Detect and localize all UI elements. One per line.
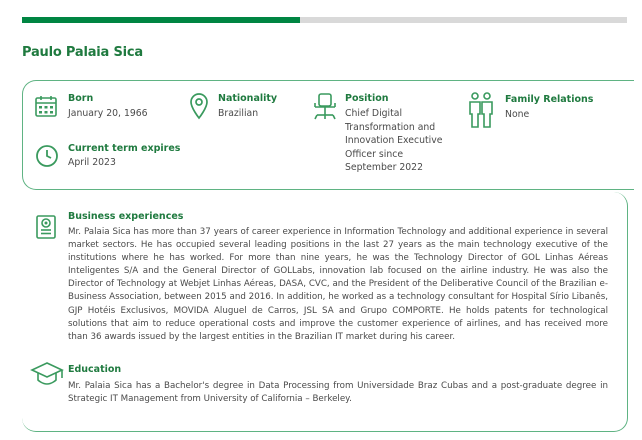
education-text: Mr. Palaia Sica has a Bachelor's degree in Data Processing from Universidade Braz Cubas and a post-graduate degree in Strategic IT Management from University of California – Berkeley. <box>68 381 608 405</box>
document-icon <box>35 214 57 240</box>
location-pin-icon <box>189 92 209 120</box>
person-name: Paulo Palaia Sica <box>22 45 143 60</box>
nationality-value: Brazilian <box>218 108 259 119</box>
education-title: Education <box>68 364 122 375</box>
position-label: Position <box>345 93 389 104</box>
business-text: Mr. Palaia Sica has more than 37 years of career experience in Information Technology and additional experience in several market sectors. He has occupied several leading positions in the last 27 years as the main technology executive of the institutions where he has worked. For more than nine years, he was the Technology Director of GOL Linhas Aéreas Inteligentes S/A and the General Director of GOLLabs, innovation lab focused on the airline industry. He was also the Director of Technology at Webjet Linhas Aéreas, DASA, CVC, and the President of the Deliberative Council of the Brazilian e-Business Association, between 2015 and 2016. In addition, he worked as a technology consultant for Hospital Sírio Libanês, GJP Hotéis Exclusivos, MOVIDA Aluguel de Carros, JSL SA and Grupo COMPORTE. He holds patents for technological solutions that aim to reduce operational costs and improve the customer experience of airlines, and has received more than 36 awards issued by the largest entities in the Brazilian IT market during his career. <box>68 227 608 342</box>
people-icon <box>467 92 495 130</box>
office-chair-icon <box>312 92 338 122</box>
top-progress-fill <box>22 17 300 23</box>
graduation-cap-icon <box>30 361 64 387</box>
family-label: Family Relations <box>505 94 594 105</box>
family-value: None <box>505 109 530 120</box>
term-label: Current term expires <box>68 143 181 154</box>
nationality-label: Nationality <box>218 93 278 104</box>
top-progress-bar <box>22 17 627 23</box>
born-value: January 20, 1966 <box>68 108 148 119</box>
term-value: April 2023 <box>68 157 116 168</box>
clock-icon <box>35 144 59 168</box>
business-title: Business experiences <box>68 211 184 222</box>
calendar-icon <box>34 94 58 118</box>
position-value: Chief Digital Transformation and Innovation Executive Officer since September 2022 <box>345 108 443 173</box>
born-label: Born <box>68 93 94 104</box>
